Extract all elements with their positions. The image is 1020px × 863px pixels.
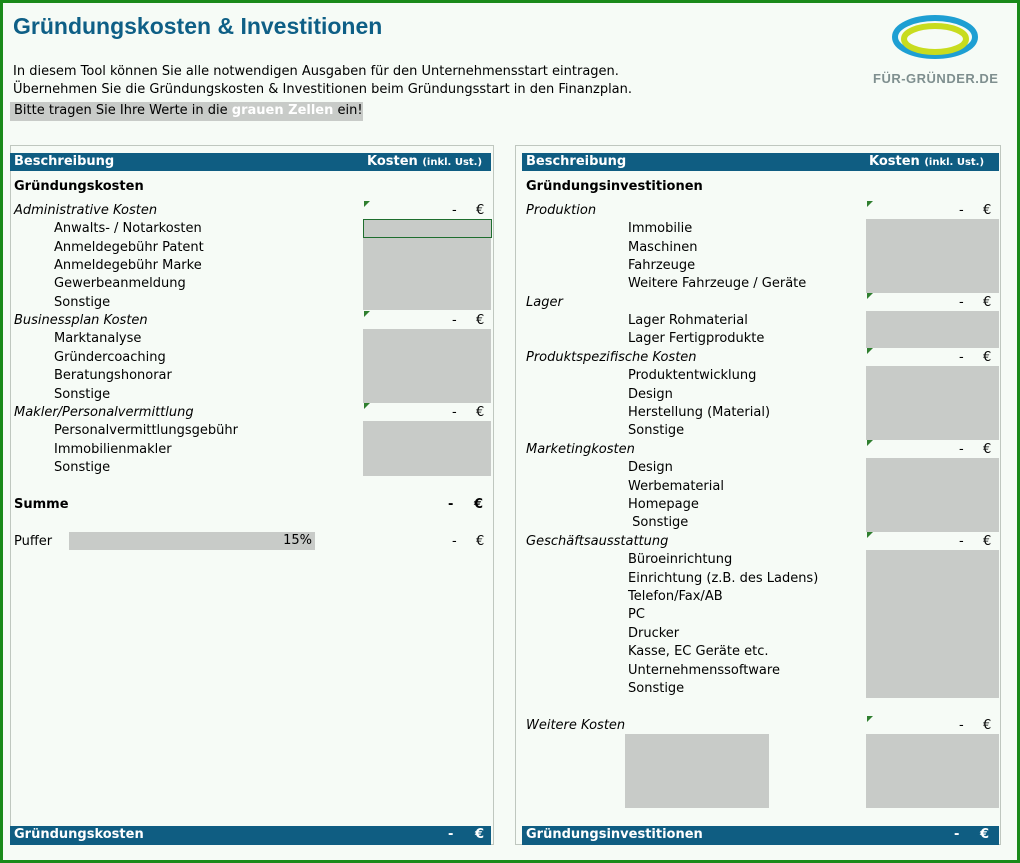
category-marketing: Marketingkosten [526, 442, 635, 457]
left-header-cost-label: Kosten [367, 154, 418, 169]
item-anmeldegebuehr-patent: Anmeldegebühr Patent [54, 240, 204, 255]
category-administrative: Administrative Kosten [14, 203, 158, 218]
input-cells-geschaeftsausstattung[interactable] [866, 550, 999, 698]
item-beratungshonorar: Beratungshonorar [54, 368, 172, 383]
item-admin-sonstige: Sonstige [54, 295, 111, 310]
comment-marker-icon [867, 201, 873, 207]
category-lager-currency: € [983, 295, 992, 310]
intro-line-2: Übernehmen Sie die Gründungskosten & Investitionen beim Gründungsstart in den Finanzplan. [13, 82, 633, 97]
category-produktspezifisch-value: - [959, 350, 964, 365]
comment-marker-icon [867, 716, 873, 722]
item-immobilienmakler: Immobilienmakler [54, 442, 172, 457]
right-footer-value: - [954, 827, 960, 842]
right-footer-total [522, 826, 999, 845]
category-makler-currency: € [476, 405, 485, 420]
item-homepage: Homepage [628, 497, 699, 512]
right-footer-label: Gründungsinvestitionen [526, 827, 703, 842]
category-lager: Lager [526, 295, 563, 310]
item-bueroeinrichtung: Büroeinrichtung [628, 552, 733, 567]
item-kasse: Kasse, EC Geräte etc. [628, 644, 769, 659]
category-administrative-currency: € [476, 203, 485, 218]
puffer-label: Puffer [14, 534, 53, 549]
item-pc: PC [628, 607, 645, 622]
item-gruendercoaching: Gründercoaching [54, 350, 166, 365]
category-businessplan: Businessplan Kosten [14, 313, 148, 328]
input-cells-businessplan[interactable] [363, 329, 491, 403]
comment-marker-icon [364, 403, 370, 409]
input-cells-makler[interactable] [363, 421, 491, 476]
item-drucker: Drucker [628, 626, 680, 641]
item-herstellung: Herstellung (Material) [628, 405, 771, 420]
page-title: Gründungskosten & Investitionen [13, 13, 383, 39]
input-cells-lager[interactable] [866, 311, 999, 348]
item-businessplan-sonstige: Sonstige [54, 387, 111, 402]
logo-text: FÜR-GRÜNDER.DE [873, 71, 999, 86]
category-produktion-value: - [959, 203, 964, 218]
right-header-description: Beschreibung [526, 154, 627, 169]
input-cell-anwalts-notarkosten[interactable] [363, 219, 492, 238]
input-cells-weitere-kosten[interactable] [866, 734, 999, 808]
category-marketing-currency: € [983, 442, 992, 457]
puffer-percent-input[interactable]: 15% [69, 532, 315, 550]
right-footer-currency: € [980, 827, 990, 842]
category-produktspezifisch: Produktspezifische Kosten [526, 350, 697, 365]
input-cells-produktion[interactable] [866, 219, 999, 293]
hint-text-highlight: grauen Zellen [231, 103, 334, 118]
item-telefon-fax: Telefon/Fax/AB [628, 589, 723, 604]
category-weitere-kosten: Weitere Kosten [526, 718, 626, 733]
item-makler-sonstige: Sonstige [54, 460, 111, 475]
item-anwalts-notarkosten: Anwalts- / Notarkosten [54, 221, 202, 236]
input-cells-weitere-beschreibung[interactable] [625, 734, 769, 808]
item-weitere-fahrzeuge: Weitere Fahrzeuge / Geräte [628, 276, 807, 291]
item-lager-rohmaterial: Lager Rohmaterial [628, 313, 748, 328]
item-produktentwicklung: Produktentwicklung [628, 368, 757, 383]
comment-marker-icon [867, 293, 873, 299]
category-marketing-value: - [959, 442, 964, 457]
left-section-title: Gründungskosten [14, 179, 144, 194]
left-header-cost-note: (inkl. Ust.) [422, 157, 483, 168]
left-footer-currency: € [475, 827, 485, 842]
item-immobilie: Immobilie [628, 221, 693, 236]
category-administrative-value: - [452, 203, 457, 218]
intro-line-1: In diesem Tool können Sie alle notwendigen Ausgaben für den Unternehmensstart eintragen. [13, 64, 619, 79]
left-header-cost [367, 154, 482, 169]
category-makler: Makler/Personalvermittlung [14, 405, 194, 420]
right-header [522, 153, 999, 171]
comment-marker-icon [364, 201, 370, 207]
category-produktion-currency: € [983, 203, 992, 218]
input-cells-marketing[interactable] [866, 458, 999, 532]
summe-label: Summe [14, 497, 69, 512]
right-header-cost-note: (inkl. Ust.) [924, 157, 985, 168]
comment-marker-icon [867, 532, 873, 538]
left-header-description: Beschreibung [14, 154, 115, 169]
category-produktspezifisch-currency: € [983, 350, 992, 365]
item-produkt-design: Design [628, 387, 673, 402]
item-einrichtung-laden: Einrichtung (z.B. des Ladens) [628, 571, 819, 586]
item-marketing-design: Design [628, 460, 673, 475]
item-unternehmenssoftware: Unternehmenssoftware [628, 663, 780, 678]
right-header-cost-label: Kosten [869, 154, 920, 169]
item-gewerbeanmeldung: Gewerbeanmeldung [54, 276, 186, 291]
item-ausstattung-sonstige: Sonstige [628, 681, 685, 696]
weitere-kosten-currency: € [983, 718, 992, 733]
right-section-title: Gründungsinvestitionen [526, 179, 703, 194]
item-werbematerial: Werbematerial [628, 479, 724, 494]
input-cells-produktspezifisch[interactable] [866, 366, 999, 440]
category-geschaeftsausstattung-currency: € [983, 534, 992, 549]
item-personalvermittlungsgebuehr: Personalvermittlungsgebühr [54, 423, 238, 438]
category-businessplan-value: - [452, 313, 457, 328]
item-marketing-sonstige: Sonstige [628, 515, 689, 530]
right-header-cost [869, 154, 984, 169]
summe-value: - [448, 497, 454, 512]
hint-text-post: ein! [333, 103, 363, 118]
item-maschinen: Maschinen [628, 240, 698, 255]
puffer-value: - [452, 534, 457, 549]
item-fahrzeuge: Fahrzeuge [628, 258, 696, 273]
comment-marker-icon [867, 348, 873, 354]
category-businessplan-currency: € [476, 313, 485, 328]
category-lager-value: - [959, 295, 964, 310]
hint-text-pre: Bitte tragen Sie Ihre Werte in die [14, 103, 232, 118]
puffer-currency: € [476, 534, 485, 549]
item-anmeldegebuehr-marke: Anmeldegebühr Marke [54, 258, 202, 273]
comment-marker-icon [364, 311, 370, 317]
category-geschaeftsausstattung: Geschäftsausstattung [526, 534, 669, 549]
input-cells-administrative[interactable] [363, 238, 491, 310]
summe-currency: € [474, 497, 484, 512]
comment-marker-icon [867, 440, 873, 446]
item-produkt-sonstige: Sonstige [628, 423, 685, 438]
left-footer-label: Gründungskosten [14, 827, 144, 842]
left-header [10, 153, 491, 171]
input-hint [10, 102, 363, 121]
category-geschaeftsausstattung-value: - [959, 534, 964, 549]
item-marktanalyse: Marktanalyse [54, 331, 142, 346]
weitere-kosten-value: - [959, 718, 964, 733]
category-makler-value: - [452, 405, 457, 420]
item-lager-fertigprodukte: Lager Fertigprodukte [628, 331, 765, 346]
category-produktion: Produktion [526, 203, 597, 218]
left-footer-total [10, 826, 491, 845]
left-footer-value: - [448, 827, 454, 842]
